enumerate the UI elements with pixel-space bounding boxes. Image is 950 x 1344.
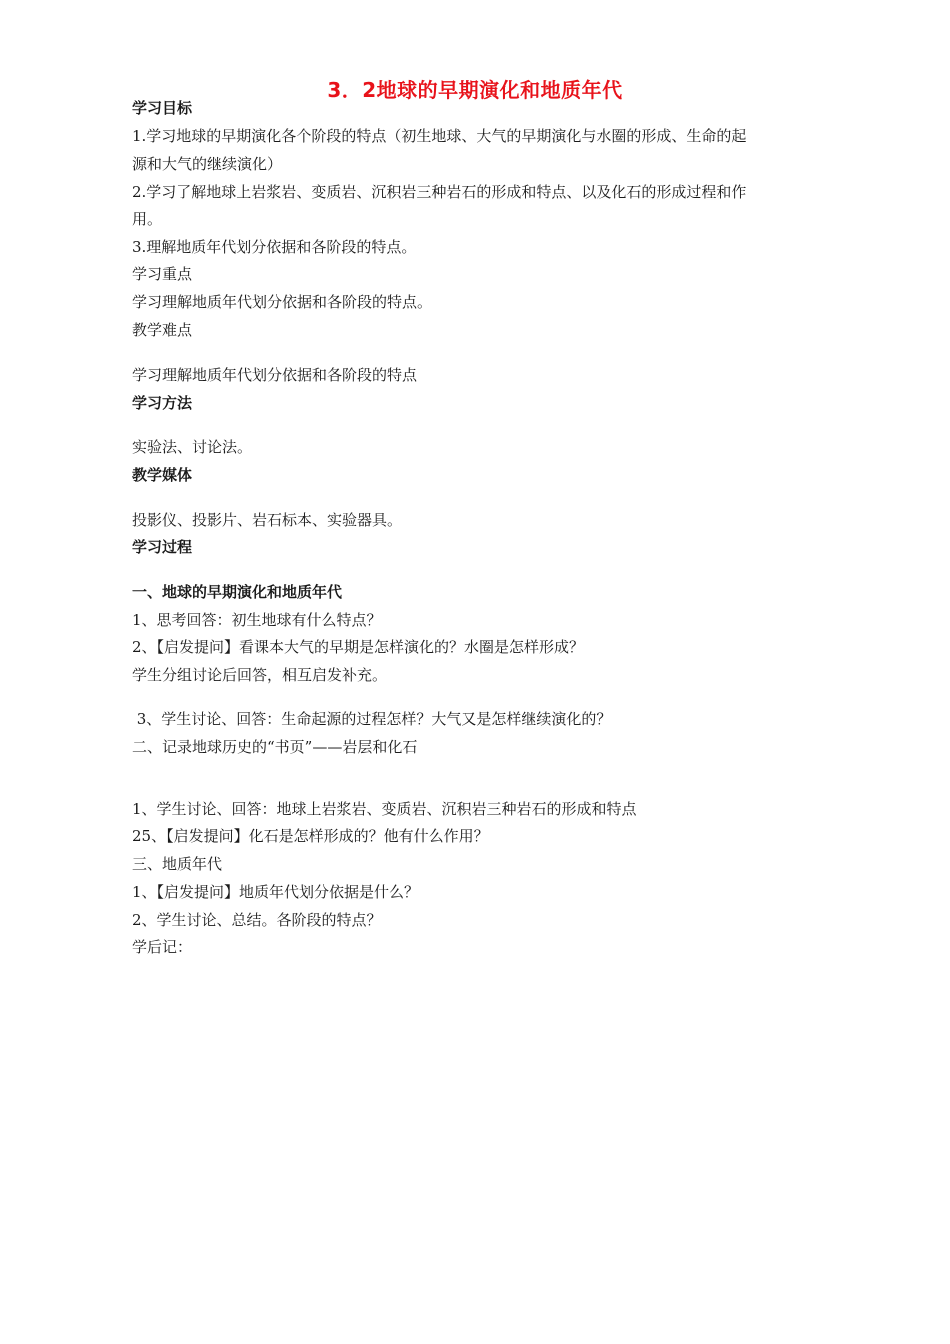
heading-methods: 学习方法 (132, 394, 193, 412)
section-1-note: 学生分组讨论后回答，相互启发补充。 (132, 666, 388, 684)
section-2-heading: 二、记录地球历史的“书页”——岩层和化石 (132, 738, 418, 756)
after-class-notes: 学后记： (132, 938, 193, 956)
goal-1-line-1: 1.学习地球的早期演化各个阶段的特点（初生地球、大气的早期演化与水圈的形成、生命的起 (132, 127, 747, 145)
section-2-item-2: 25、【启发提问】化石是怎样形成的？他有什么作用？ (132, 827, 489, 845)
goal-2-line-2: 用。 (132, 210, 163, 228)
section-1-heading: 一、地球的早期演化和地质年代 (132, 583, 343, 601)
heading-media: 教学媒体 (132, 466, 193, 484)
methods-text: 实验法、讨论法。 (132, 438, 253, 456)
section-1-item-1: 1、思考回答：初生地球有什么特点？ (132, 611, 382, 629)
section-3-item-1: 1、【启发提问】地质年代划分依据是什么？ (132, 883, 420, 901)
section-1-item-2: 2、【启发提问】看课本大气的早期是怎样演化的？水圈是怎样形成？ (132, 638, 585, 656)
document-title: 3．2地球的早期演化和地质年代 (327, 78, 623, 102)
difficulties-text: 学习理解地质年代划分依据和各阶段的特点 (132, 366, 418, 384)
media-text: 投影仪、投影片、岩石标本、实验器具。 (132, 511, 403, 529)
section-3-item-2: 2、学生讨论、总结。各阶段的特点？ (132, 911, 382, 929)
section-1-item-3: 3、学生讨论、回答：生命起源的过程怎样？大气又是怎样继续演化的？ (132, 710, 612, 728)
key-points-text: 学习理解地质年代划分依据和各阶段的特点。 (132, 293, 433, 311)
goal-1-line-2: 源和大气的继续演化） (132, 155, 283, 173)
heading-learning-goals: 学习目标 (132, 99, 193, 117)
heading-difficulties: 教学难点 (132, 321, 193, 339)
section-3-heading: 三、地质年代 (132, 855, 223, 873)
goal-3: 3.理解地质年代划分依据和各阶段的特点。 (132, 238, 417, 256)
goal-2-line-1: 2.学习了解地球上岩浆岩、变质岩、沉积岩三种岩石的形成和特点、以及化石的形成过程和作 (132, 183, 747, 201)
heading-key-points: 学习重点 (132, 265, 193, 283)
heading-process: 学习过程 (132, 538, 193, 556)
section-2-item-1: 1、学生讨论、回答：地球上岩浆岩、变质岩、沉积岩三种岩石的形成和特点 (132, 800, 637, 818)
